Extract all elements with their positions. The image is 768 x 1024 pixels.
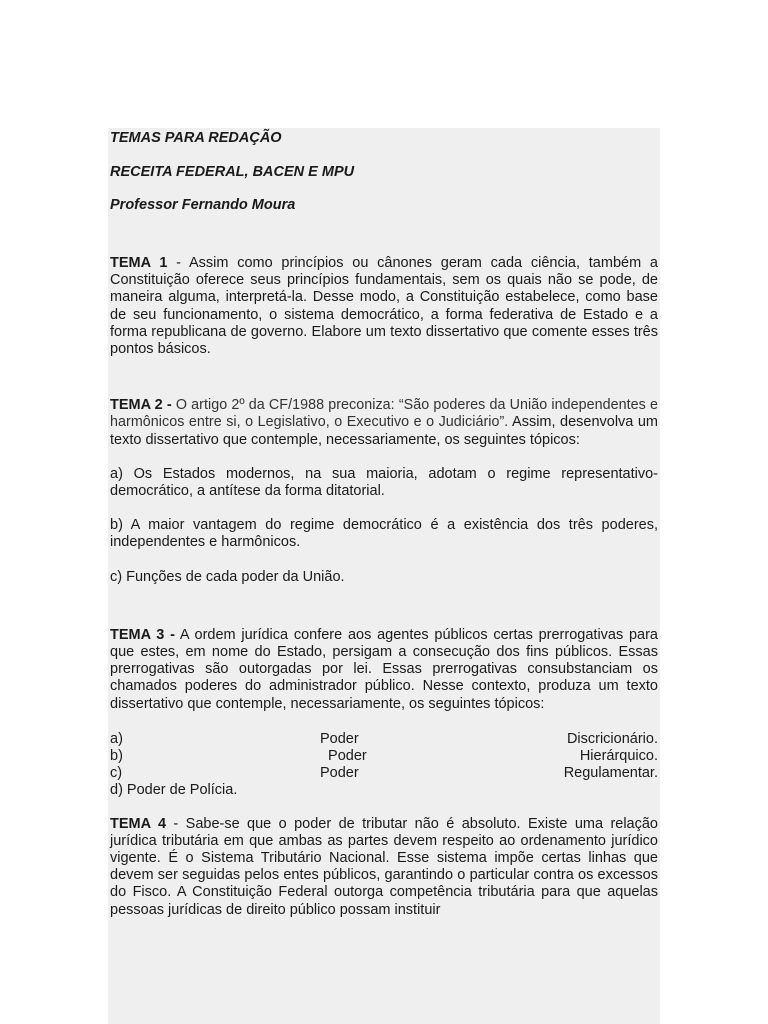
doc-author: Professor Fernando Moura xyxy=(110,197,296,213)
tema-2-label: TEMA 2 - xyxy=(110,397,172,414)
item-word: Poder xyxy=(320,730,359,747)
tema-3-item-d: d) Poder de Polícia. xyxy=(110,782,238,799)
tema-3-list xyxy=(110,731,658,800)
tema-3-item-b xyxy=(110,748,658,765)
tema-2-item-a: a) Os Estados modernos, na sua maioria, adotam o regime representativo-democrático, a antítese da forma ditatorial. xyxy=(110,465,658,500)
item-letter: a) xyxy=(110,730,123,747)
document-content xyxy=(110,130,658,919)
tema-3-label: TEMA 3 - xyxy=(110,626,175,643)
tema-1-paragraph xyxy=(110,255,658,358)
tema-2-item-b: b) A maior vantagem do regime democrático é a existência dos três poderes, independentes e harmônicos. xyxy=(110,517,658,551)
tema-2-quote: O artigo 2º da CF/1988 preconiza: “São poderes da União independentes e harmônicos entre si, o Legislativo, o Executivo e o Judiciário”. xyxy=(110,397,658,431)
tema-1-text: - Assim como princípios ou cânones geram cada ciência, também a Constituição oferece seus princípios fundamentais, sem os quais não se pode, de maneira alguma, interpretá-la. Desse modo, a Constituição estabelece, como base de seu funcionamento, o sistema democrático, a forma federativa de Estado e a forma republicana de governo. Elabore um texto dissertativo que comente esses três pontos básicos. xyxy=(110,255,658,358)
tema-2-text: Assim, desenvolva um texto dissertativo que contemple, necessariamente, os seguintes tópicos: xyxy=(110,414,658,448)
item-rest: Hierárquico. xyxy=(579,748,658,765)
item-word: Poder xyxy=(320,765,359,782)
tema-2-item-c: c) Funções de cada poder da União. xyxy=(110,568,345,585)
item-letter: b) xyxy=(110,748,123,765)
doc-subtitle: RECEITA FEDERAL, BACEN E MPU xyxy=(110,164,355,180)
item-word: Poder xyxy=(320,748,367,765)
tema-3-paragraph xyxy=(110,627,658,713)
doc-title: TEMAS PARA REDAÇÃO xyxy=(110,130,282,146)
tema-1-label: TEMA 1 xyxy=(110,255,168,271)
tema-3-item-a xyxy=(110,731,658,748)
item-rest: Regulamentar. xyxy=(563,765,658,782)
tema-4-label: TEMA 4 xyxy=(110,815,167,832)
tema-3-text: A ordem jurídica confere aos agentes públicos certas prerrogativas para que estes, em nome do Estado, persigam a consecução dos fins públicos. Essas prerrogativas são outorgadas por lei. Essas prerrogativas consubstanciam os chamados poderes do administrador público. Nesse contexto, produza um texto dissertativo que contemple, necessariamente, os seguintes tópicos: xyxy=(110,626,658,712)
item-rest: Discricionário. xyxy=(566,730,658,747)
tema-4-paragraph xyxy=(110,816,658,919)
tema-2-paragraph xyxy=(110,397,658,449)
tema-4-text: - Sabe-se que o poder de tributar não é absoluto. Existe uma relação jurídica tributária em que ambas as partes devem respeito ao ordenamento jurídico vigente. É o Sistema Tributário Nacional. Esse sistema impõe certas linhas que devem ser seguidas pelos entes públicos, garantindo o particular contra os excessos do Fisco. A Constituição Federal outorga competência tributária para que aquelas pessoas jurídicas de direito público possam instituir xyxy=(110,815,658,918)
tema-3-item-c xyxy=(110,765,658,782)
item-letter: c) xyxy=(110,765,123,782)
